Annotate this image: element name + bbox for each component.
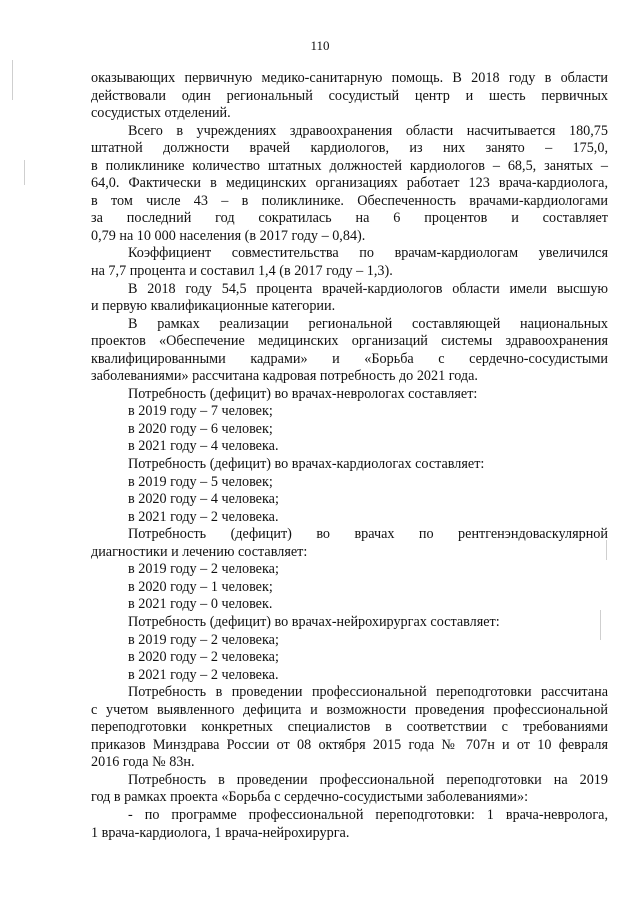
text-line: переподготовки конкретных специалистов в соответствии с требованиями <box>91 719 608 736</box>
text-line: год в рамках проекта «Борьба с сердечно-сосудистыми заболеваниями»: <box>91 789 529 806</box>
text-line: 2016 года № 83н. <box>91 754 195 771</box>
text-line: Коэффициент совместительства по врачам-кардиологам увеличился <box>128 245 608 262</box>
list-item: в 2020 году – 2 человека; <box>128 649 279 666</box>
text-line: В рамках реализации региональной составляющей национальных <box>128 315 608 332</box>
text-line: оказывающих первичную медико-санитарную помощь. В 2018 году в области <box>91 70 608 86</box>
list-item: в 2019 году – 2 человека; <box>128 631 279 648</box>
list-item: в 2021 году – 0 человек. <box>128 596 273 613</box>
text-line: на 7,7 процента и составил 1,4 (в 2017 году – 1,3). <box>91 263 393 280</box>
list-item: в 2019 году – 7 человек; <box>128 403 273 420</box>
list-item: в 2021 году – 2 человека. <box>128 508 279 525</box>
list-item: в 2020 году – 6 человек; <box>128 420 273 437</box>
text-line: Потребность (дефицит) во врачах-неврологах составляет: <box>128 385 478 402</box>
list-item: в 2019 году – 5 человек; <box>128 473 273 490</box>
text-line: Потребность (дефицит) во врачах по рентгенэндоваскулярной <box>128 526 608 543</box>
body-text <box>91 70 608 842</box>
text-line: сосудистых отделений. <box>91 105 231 122</box>
text-line: за последний год сократилась на 6 процентов и составляет <box>91 210 608 227</box>
text-line: проектов «Обеспечение медицинских организаций системы здравоохранения <box>91 333 608 350</box>
list-item: в 2019 году – 2 человека; <box>128 561 279 578</box>
text-line: 0,79 на 10 000 населения (в 2017 году – 0,84). <box>91 227 366 244</box>
text-line: Потребность в проведении профессиональной переподготовки на 2019 <box>128 771 608 788</box>
text-line: с учетом выявленного дефицита и возможности проведения профессиональной <box>91 701 608 718</box>
text-line: 1 врача-кардиолога, 1 врача-нейрохирурга. <box>91 824 350 841</box>
text-line: заболеваниями» рассчитана кадровая потребность до 2021 года. <box>91 368 478 385</box>
text-line: Потребность (дефицит) во врачах-нейрохирургах составляет: <box>128 613 500 630</box>
text-line: 64,0. Фактически в медицинских организациях работает 123 врача-кардиолога, <box>91 175 608 192</box>
text-line: Всего в учреждениях здравоохранения области насчитывается 180,75 <box>128 122 608 139</box>
page-number: 110 <box>310 38 330 53</box>
text-line: В 2018 году 54,5 процента врачей-кардиологов области имели высшую <box>128 280 608 297</box>
list-item: в 2021 году – 4 человека. <box>128 438 279 455</box>
list-item: в 2020 году – 4 человека; <box>128 491 279 508</box>
text-line: приказов Минздрава России от 08 октября 2015 года № 707н и от 10 февраля <box>91 736 608 753</box>
text-line: Потребность (дефицит) во врачах-кардиологах составляет: <box>128 456 485 473</box>
text-line: - по программе профессиональной переподготовки: 1 врача-невролога, <box>128 806 608 823</box>
text-line: в поликлинике количество штатных должностей кардиологов – 68,5, занятых – <box>91 157 608 174</box>
text-line: действовали один региональный сосудистый центр и шесть первичных <box>91 87 608 104</box>
text-line: квалифицированными кадрами» и «Борьба с сердечно-сосудистыми <box>91 350 608 367</box>
list-item: в 2020 году – 1 человек; <box>128 578 273 595</box>
text-line: в том числе 43 – в поликлинике. Обеспеченность врачами-кардиологами <box>91 192 608 209</box>
list-item: в 2021 году – 2 человека. <box>128 666 279 683</box>
text-line: штатной должности врачей кардиологов, из них занято – 175,0, <box>91 140 608 157</box>
text-line: и первую квалификационные категории. <box>91 298 336 315</box>
text-line: диагностики и лечению составляет: <box>91 543 308 560</box>
text-line: Потребность в проведении профессиональной переподготовки рассчитана <box>128 684 608 701</box>
